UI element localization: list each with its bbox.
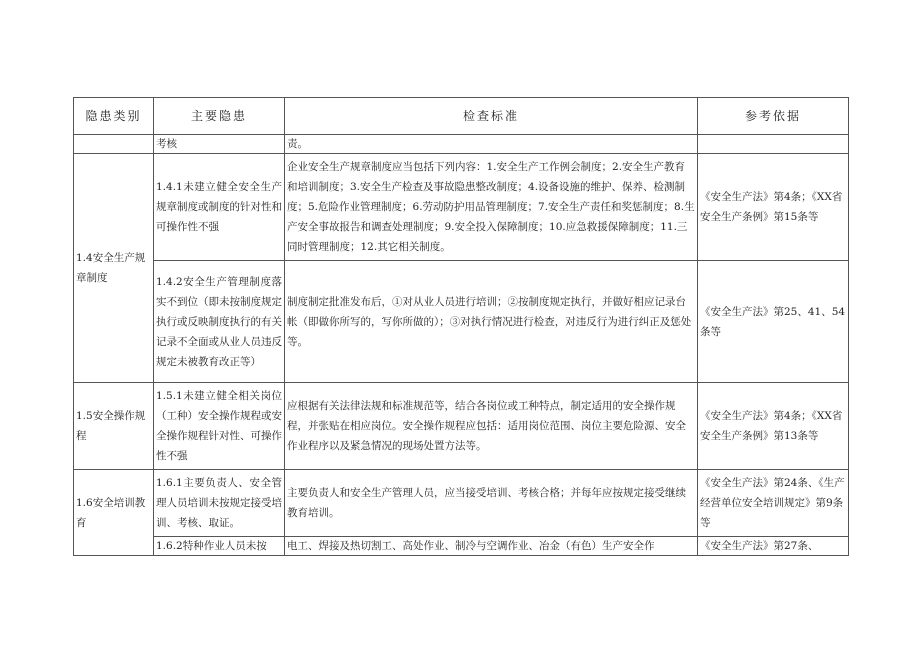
cell-standard: 主要负责人和安全生产管理人员，应当接受培训、考核合格；并每年应按规定接受继续教育培训。	[285, 470, 698, 537]
cell-category	[74, 135, 154, 154]
cell-reference: 《安全生产法》第24条、《生产经营单位安全培训规定》第9条等	[698, 470, 849, 537]
cell-category: 1.5安全操作规程	[74, 383, 154, 470]
table-row	[74, 154, 849, 261]
cell-reference: 《安全生产法》第4条；《XX省安全生产条例》第13条等	[698, 383, 849, 470]
cell-category: 1.6安全培训教育	[74, 470, 154, 556]
cell-reference: 《安全生产法》第4条；《XX省安全生产条例》第15条等	[698, 154, 849, 261]
cell-reference: 《安全生产法》第27条、	[698, 537, 849, 556]
cell-issue: 1.6.1主要负责人、安全管理人员培训未按规定接受培训、考核、取证。	[154, 470, 285, 537]
cell-category: 1.4安全生产规章制度	[74, 154, 154, 383]
header-category: 隐患类别	[74, 98, 154, 135]
header-reference: 参考依据	[698, 98, 849, 135]
table-row	[74, 261, 849, 383]
header-issue: 主要隐患	[154, 98, 285, 135]
cell-reference: 《安全生产法》第25、41、54条等	[698, 261, 849, 383]
cell-standard: 电工、焊接及热切割工、高处作业、制冷与空调作业、冶金（有色）生产安全作	[285, 537, 698, 556]
cell-standard: 责。	[285, 135, 698, 154]
cell-issue: 1.4.1未建立健全安全生产规章制度或制度的针对性和可操作性不强	[154, 154, 285, 261]
table-row	[74, 383, 849, 470]
cell-issue: 1.5.1未建立健全相关岗位（工种）安全操作规程或安全操作规程针对性、可操作性不强	[154, 383, 285, 470]
cell-standard: 企业安全生产规章制度应当包括下列内容：1.安全生产工作例会制度；2.安全生产教育和培训制度；3.安全生产检查及事故隐患整改制度；4.设备设施的维护、保养、检测制度；5.危险作业管理制度；6.劳动防护用品管理制度；7.安全生产责任和奖惩制度；8.生产安全事故报告和调查处理制度；9.安全投入保障制度；10.应急救援保障制度；11.三同时管理制度；12.其它相关制度。	[285, 154, 698, 261]
table-row	[74, 470, 849, 537]
cell-issue: 1.6.2特种作业人员未按	[154, 537, 285, 556]
cell-reference	[698, 135, 849, 154]
header-standard: 检查标准	[285, 98, 698, 135]
cell-issue: 考核	[154, 135, 285, 154]
cell-issue: 1.4.2安全生产管理制度落实不到位（即未按制度规定执行或反映制度执行的有关记录不全面或从业人员违反规定未被教育改正等）	[154, 261, 285, 383]
hazard-check-table	[73, 97, 849, 556]
cell-standard: 制度制定批准发布后，①对从业人员进行培训；②按制度规定执行，并做好相应记录台帐（即做你所写的，写你所做的）；③对执行情况进行检查，对违反行为进行纠正及惩处等。	[285, 261, 698, 383]
cell-standard: 应根据有关法律法规和标准规范等，结合各岗位或工种特点，制定适用的安全操作规程，并张贴在相应岗位。安全操作规程应包括：适用岗位范围、岗位主要危险源、安全作业程序以及紧急情况的现场处置方法等。	[285, 383, 698, 470]
table-row	[74, 537, 849, 556]
table-row-continuation	[74, 135, 849, 154]
table-header-row	[74, 98, 849, 135]
